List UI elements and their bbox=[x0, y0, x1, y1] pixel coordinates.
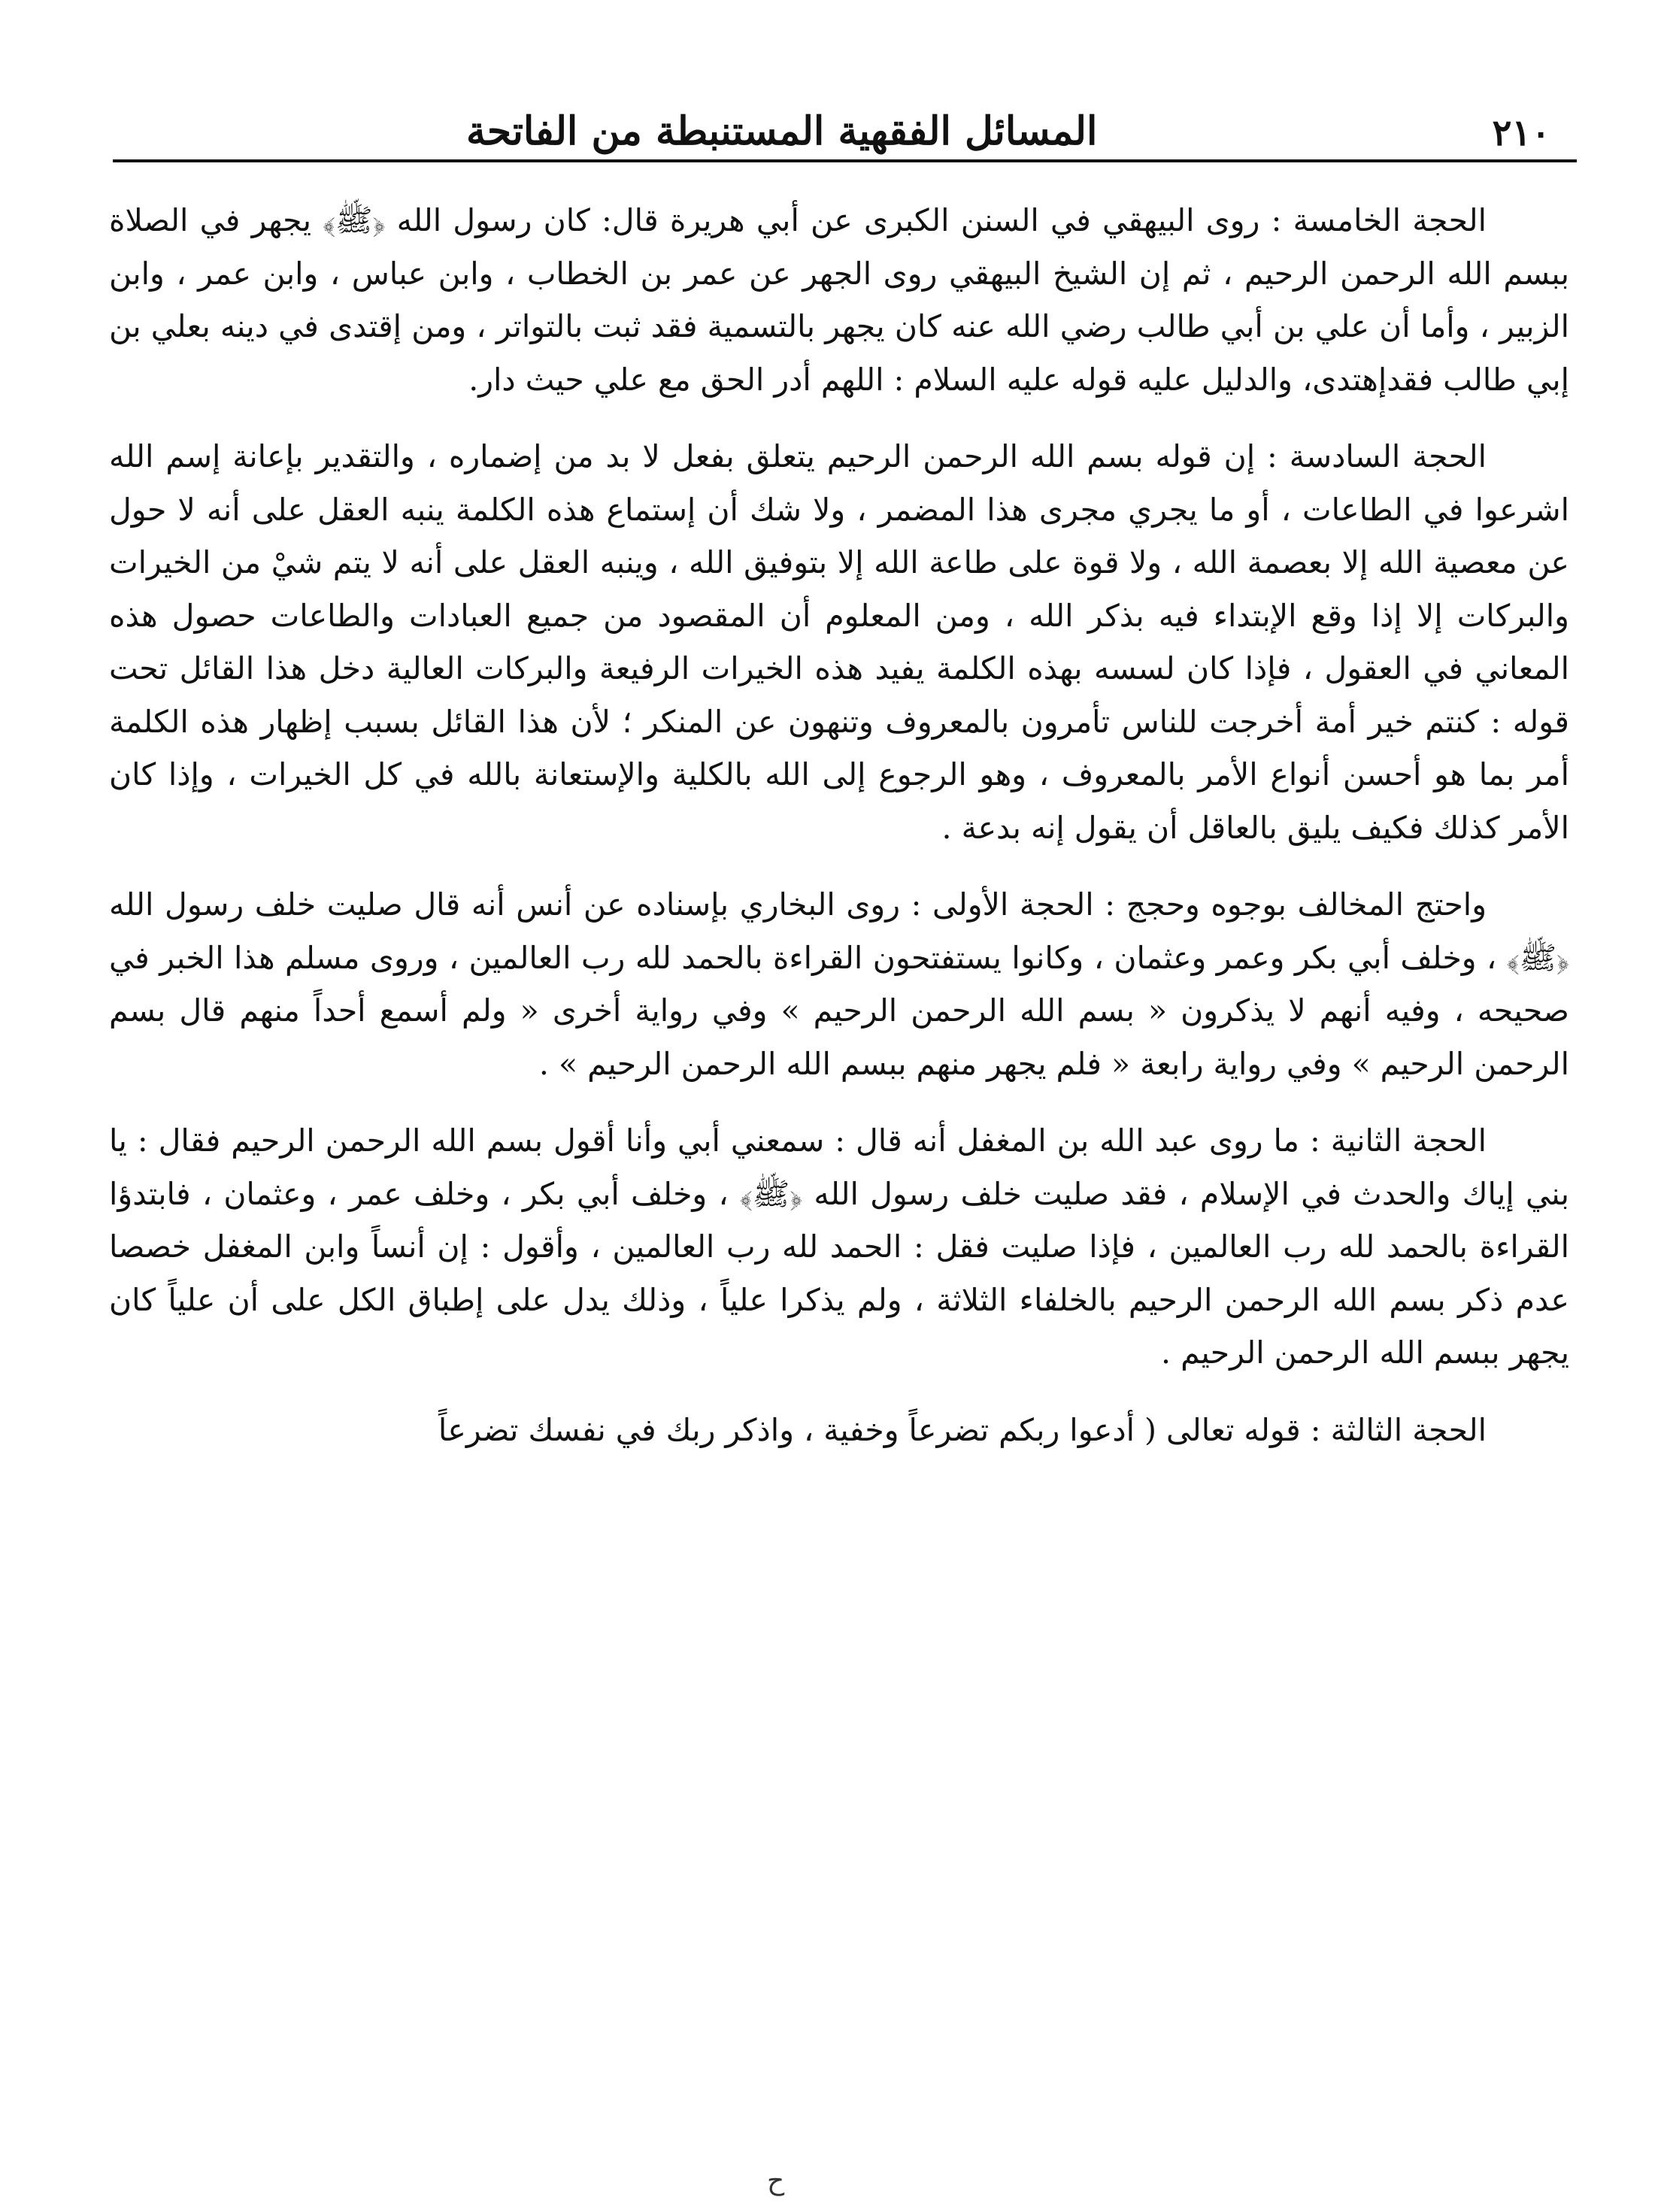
paragraph-opponent-first-argument: واحتج المخالف بوجوه وحجج : الحجة الأولى : روى البخاري بإسناده عن أنس أنه قال صليت خلف رسول الله ﴿ﷺ﴾ ، وخلف أبي بكر وعمر وعثمان ، وكانوا يستفتحون القراءة بالحمد لله رب العالمين ، وروى مسلم هذا الخبر في صحيحه ، وفيه أنهم لا يذكرون « بسم الله الرحمن الرحيم » وفي رواية أخرى « ولم أسمع أحداً منهم قال بسم الرحمن الرحيم » وفي رواية رابعة « فلم يجهر منهم ببسم الله الرحمن الرحيم » . bbox=[109, 886, 1569, 1082]
running-head bbox=[113, 94, 1577, 154]
paragraph-sixth-argument: الحجة السادسة : إن قوله بسم الله الرحمن الرحيم يتعلق بفعل لا بد من إضماره ، والتقدير بإعانة إسم الله اشرعوا في الطاعات ، أو ما يجري مجرى هذا المضمر ، ولا شك أن إستماع هذه الكلمة ينبه العقل على أنه لا حول عن معصية الله إلا بعصمة الله ، ولا قوة على طاعة الله إلا بتوفيق الله ، وينبه العقل على أنه لا يتم شيْ من الخيرات والبركات إلا إذا وقع الإبتداء فيه بذكر الله ، ومن المعلوم أن المقصود من جميع العبادات والطاعات حصول هذه المعاني في العقول ، فإذا كان لسسه بهذه الكلمة يفيد هذه الخيرات الرفيعة والبركات العالية دخل هذا القائل تحت قوله : كنتم خير أمة أخرجت للناس تأمرون بالمعروف وتنهون عن المنكر ؛ لأن هذا القائل بسبب إظهار هذه الكلمة أمر بما هو أحسن أنواع الأمر بالمعروف ، وهو الرجوع إلى الله بالكلية والإستعانة بالله في كل الخيرات ، وإذا كان الأمر كذلك فكيف يليق بالعاقل أن يقول إنه بدعة . bbox=[109, 438, 1569, 846]
body-text bbox=[109, 194, 1569, 1476]
paragraph-third-argument: الحجة الثالثة : قوله تعالى ( أدعوا ربكم تضرعاً وخفية ، واذكر ربك في نفسك تضرعاً bbox=[438, 1411, 1487, 1448]
running-head-title: المسائل الفقهية المستنبطة من الفاتحة bbox=[466, 108, 1098, 154]
paragraph-fifth-argument: الحجة الخامسة : روى البيهقي في السنن الكبرى عن أبي هريرة قال: كان رسول الله ﴿ﷺ﴾ يجهر في الصلاة ببسم الله الرحمن الرحيم ، ثم إن الشيخ البيهقي روى الجهر عن عمر بن الخطاب ، وابن عباس ، وابن عمر ، وابن الزبير ، وأما أن علي بن أبي طالب رضي الله عنه كان يجهر بالتسمية فقد ثبت بالتواتر ، ومن إقتدى في دينه بعلي بن إبي طالب فقدإهتدى، والدليل عليه قوله عليه السلام : اللهم أدر الحق مع علي حيث دار. bbox=[109, 202, 1569, 398]
page-number: ٢١٠ bbox=[1492, 112, 1550, 154]
paragraph-second-argument: الحجة الثانية : ما روى عبد الله بن المغفل أنه قال : سمعني أبي وأنا أقول بسم الله الرحمن الرحيم فقال : يا بني إياك والحدث في الإسلام ، فقد صليت خلف رسول الله ﴿ﷺ﴾ ، وخلف أبي بكر ، وخلف عمر ، وعثمان ، فابتدؤا القراءة بالحمد لله رب العالمين ، فإذا صليت فقل : الحمد لله رب العالمين ، وأقول : إن أنساً وابن المغفل خصصا عدم ذكر بسم الله الرحمن الرحيم بالخلفاء الثلاثة ، ولم يذكرا علياً ، وذلك يدل على إطباق الكل على أن علياً كان يجهر ببسم الله الرحمن الرحيم . bbox=[109, 1123, 1569, 1371]
header-rule bbox=[113, 159, 1577, 162]
footer-mark: ح bbox=[767, 2165, 785, 2196]
